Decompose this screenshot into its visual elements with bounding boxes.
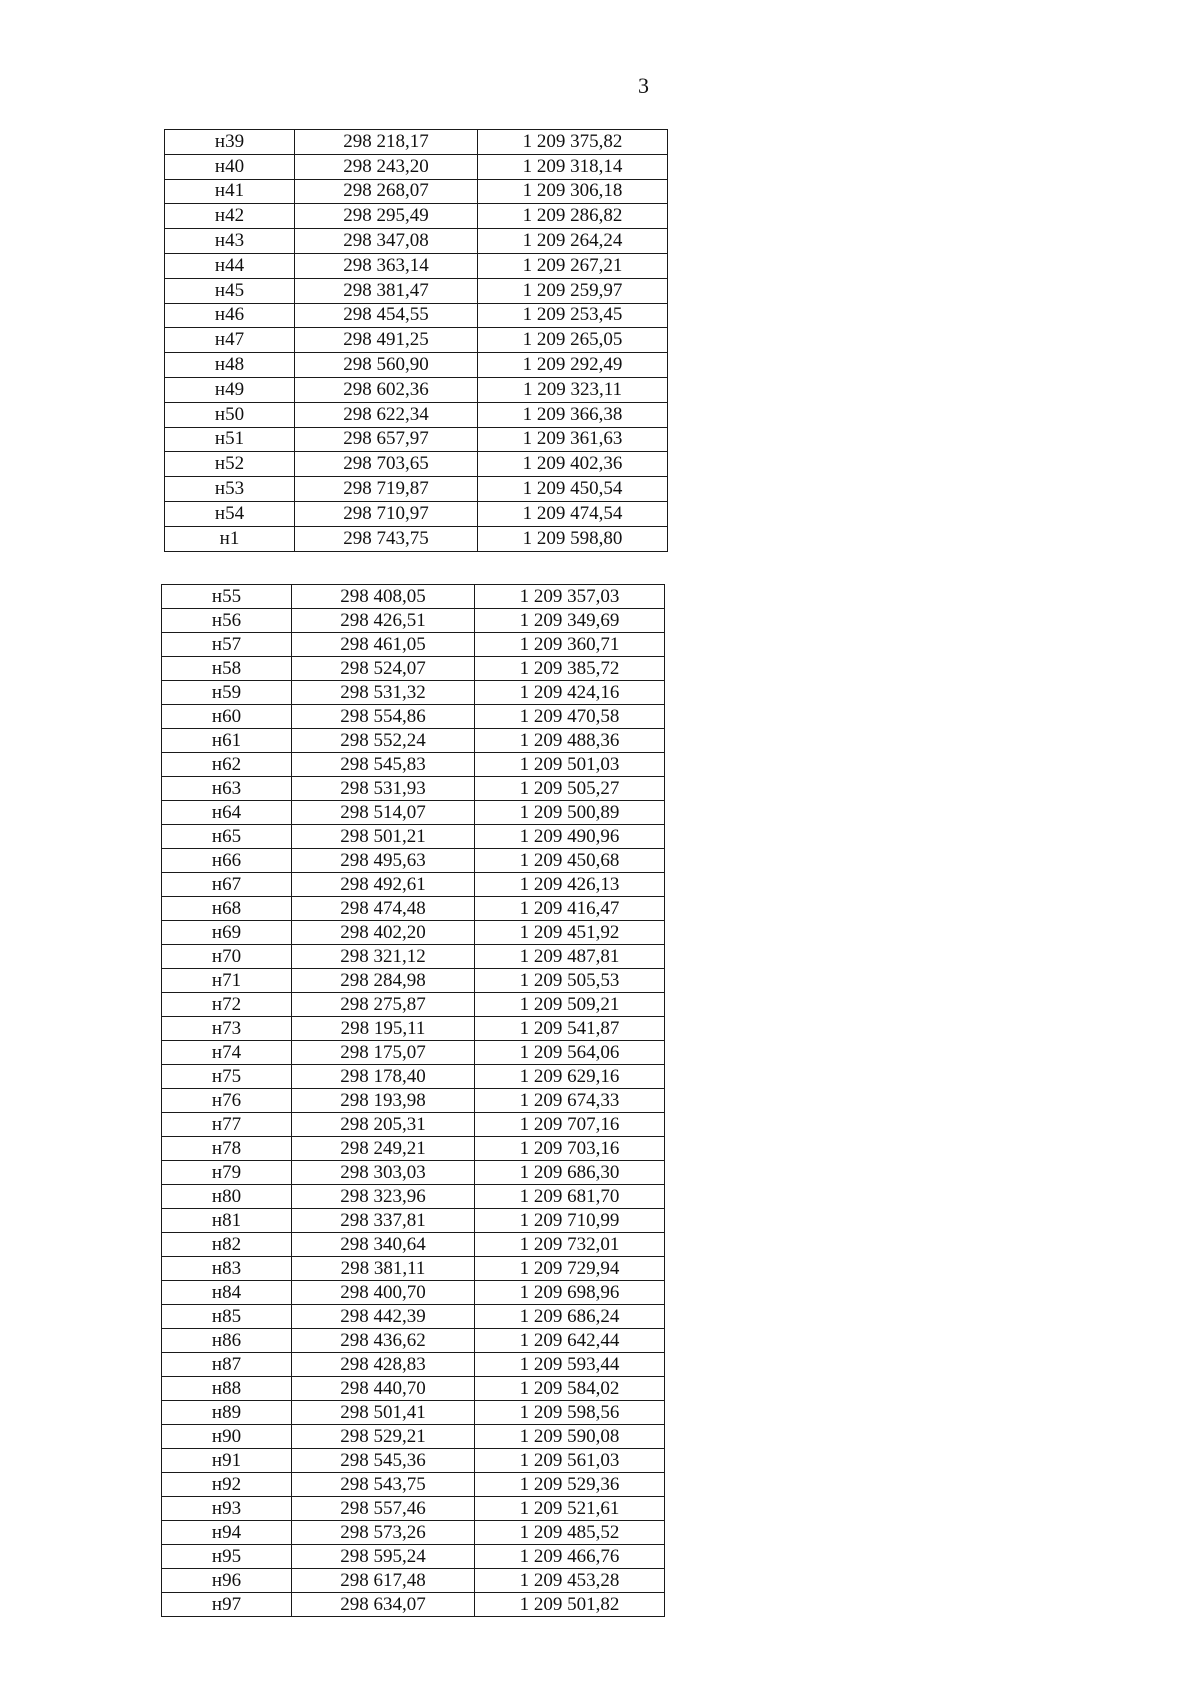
x-coordinate-cell: 298 193,98 <box>292 1089 475 1113</box>
table-row <box>162 585 665 609</box>
y-coordinate-cell: 1 209 703,16 <box>475 1137 665 1161</box>
table-row <box>162 1569 665 1593</box>
x-coordinate-cell: 298 340,64 <box>292 1233 475 1257</box>
table-row <box>165 179 668 204</box>
x-coordinate-cell: 298 321,12 <box>292 945 475 969</box>
y-coordinate-cell: 1 209 450,54 <box>478 477 668 502</box>
point-label-cell: н95 <box>162 1545 292 1569</box>
y-coordinate-cell: 1 209 253,45 <box>478 303 668 328</box>
x-coordinate-cell: 298 303,03 <box>292 1161 475 1185</box>
x-coordinate-cell: 298 634,07 <box>292 1593 475 1617</box>
table-row <box>162 1041 665 1065</box>
x-coordinate-cell: 298 524,07 <box>292 657 475 681</box>
y-coordinate-cell: 1 209 267,21 <box>478 253 668 278</box>
x-coordinate-cell: 298 501,41 <box>292 1401 475 1425</box>
point-label-cell: н93 <box>162 1497 292 1521</box>
y-coordinate-cell: 1 209 505,27 <box>475 777 665 801</box>
table-row <box>162 1377 665 1401</box>
point-label-cell: н84 <box>162 1281 292 1305</box>
y-coordinate-cell: 1 209 501,82 <box>475 1593 665 1617</box>
table-row <box>162 1305 665 1329</box>
table-row <box>162 1497 665 1521</box>
point-label-cell: н62 <box>162 753 292 777</box>
table-row <box>162 1089 665 1113</box>
x-coordinate-cell: 298 529,21 <box>292 1425 475 1449</box>
table-row <box>162 1353 665 1377</box>
x-coordinate-cell: 298 243,20 <box>295 154 478 179</box>
point-label-cell: н92 <box>162 1473 292 1497</box>
point-label-cell: н56 <box>162 609 292 633</box>
x-coordinate-cell: 298 543,75 <box>292 1473 475 1497</box>
x-coordinate-cell: 298 474,48 <box>292 897 475 921</box>
table-row <box>165 328 668 353</box>
table-row <box>165 253 668 278</box>
y-coordinate-cell: 1 209 529,36 <box>475 1473 665 1497</box>
point-label-cell: н91 <box>162 1449 292 1473</box>
x-coordinate-cell: 298 178,40 <box>292 1065 475 1089</box>
y-coordinate-cell: 1 209 453,28 <box>475 1569 665 1593</box>
table-row <box>162 897 665 921</box>
table-row <box>162 993 665 1017</box>
table-row <box>162 777 665 801</box>
x-coordinate-cell: 298 703,65 <box>295 452 478 477</box>
table-row <box>165 526 668 551</box>
point-label-cell: н47 <box>165 328 295 353</box>
y-coordinate-cell: 1 209 474,54 <box>478 501 668 526</box>
x-coordinate-cell: 298 531,32 <box>292 681 475 705</box>
x-coordinate-cell: 298 454,55 <box>295 303 478 328</box>
point-label-cell: н77 <box>162 1113 292 1137</box>
table-row <box>162 1113 665 1137</box>
x-coordinate-cell: 298 363,14 <box>295 253 478 278</box>
table-row <box>162 1449 665 1473</box>
table-row <box>162 1137 665 1161</box>
table-row <box>162 1209 665 1233</box>
y-coordinate-cell: 1 209 500,89 <box>475 801 665 825</box>
point-label-cell: н73 <box>162 1017 292 1041</box>
table-row <box>162 1425 665 1449</box>
x-coordinate-cell: 298 275,87 <box>292 993 475 1017</box>
point-label-cell: н39 <box>165 130 295 155</box>
table-row <box>162 825 665 849</box>
point-label-cell: н55 <box>162 585 292 609</box>
point-label-cell: н48 <box>165 353 295 378</box>
point-label-cell: н67 <box>162 873 292 897</box>
y-coordinate-cell: 1 209 541,87 <box>475 1017 665 1041</box>
table-row <box>165 477 668 502</box>
x-coordinate-cell: 298 436,62 <box>292 1329 475 1353</box>
table-row <box>162 729 665 753</box>
point-label-cell: н69 <box>162 921 292 945</box>
y-coordinate-cell: 1 209 686,30 <box>475 1161 665 1185</box>
table-row <box>162 681 665 705</box>
x-coordinate-cell: 298 408,05 <box>292 585 475 609</box>
y-coordinate-cell: 1 209 318,14 <box>478 154 668 179</box>
point-label-cell: н82 <box>162 1233 292 1257</box>
point-label-cell: н85 <box>162 1305 292 1329</box>
y-coordinate-cell: 1 209 629,16 <box>475 1065 665 1089</box>
x-coordinate-cell: 298 381,47 <box>295 278 478 303</box>
x-coordinate-cell: 298 426,51 <box>292 609 475 633</box>
table-row <box>162 1329 665 1353</box>
y-coordinate-cell: 1 209 490,96 <box>475 825 665 849</box>
x-coordinate-cell: 298 461,05 <box>292 633 475 657</box>
x-coordinate-cell: 298 495,63 <box>292 849 475 873</box>
x-coordinate-cell: 298 402,20 <box>292 921 475 945</box>
x-coordinate-cell: 298 400,70 <box>292 1281 475 1305</box>
table-row <box>165 154 668 179</box>
y-coordinate-cell: 1 209 729,94 <box>475 1257 665 1281</box>
point-label-cell: н45 <box>165 278 295 303</box>
point-label-cell: н58 <box>162 657 292 681</box>
point-label-cell: н89 <box>162 1401 292 1425</box>
y-coordinate-cell: 1 209 681,70 <box>475 1185 665 1209</box>
table-row <box>162 1257 665 1281</box>
coordinates-table-1-body <box>165 130 668 552</box>
point-label-cell: н86 <box>162 1329 292 1353</box>
table-row <box>165 427 668 452</box>
y-coordinate-cell: 1 209 598,56 <box>475 1401 665 1425</box>
x-coordinate-cell: 298 347,08 <box>295 229 478 254</box>
x-coordinate-cell: 298 323,96 <box>292 1185 475 1209</box>
x-coordinate-cell: 298 442,39 <box>292 1305 475 1329</box>
table-row <box>162 657 665 681</box>
x-coordinate-cell: 298 295,49 <box>295 204 478 229</box>
point-label-cell: н90 <box>162 1425 292 1449</box>
table-row <box>165 278 668 303</box>
y-coordinate-cell: 1 209 505,53 <box>475 969 665 993</box>
y-coordinate-cell: 1 209 259,97 <box>478 278 668 303</box>
y-coordinate-cell: 1 209 306,18 <box>478 179 668 204</box>
y-coordinate-cell: 1 209 564,06 <box>475 1041 665 1065</box>
y-coordinate-cell: 1 209 674,33 <box>475 1089 665 1113</box>
x-coordinate-cell: 298 268,07 <box>295 179 478 204</box>
table-row <box>165 402 668 427</box>
table-row <box>165 377 668 402</box>
x-coordinate-cell: 298 337,81 <box>292 1209 475 1233</box>
point-label-cell: н78 <box>162 1137 292 1161</box>
y-coordinate-cell: 1 209 375,82 <box>478 130 668 155</box>
x-coordinate-cell: 298 381,11 <box>292 1257 475 1281</box>
x-coordinate-cell: 298 491,25 <box>295 328 478 353</box>
y-coordinate-cell: 1 209 264,24 <box>478 229 668 254</box>
x-coordinate-cell: 298 560,90 <box>295 353 478 378</box>
y-coordinate-cell: 1 209 385,72 <box>475 657 665 681</box>
point-label-cell: н51 <box>165 427 295 452</box>
table-row <box>162 753 665 777</box>
table-row <box>165 130 668 155</box>
coordinates-table-1 <box>164 129 668 552</box>
point-label-cell: н72 <box>162 993 292 1017</box>
table-row <box>162 1185 665 1209</box>
point-label-cell: н81 <box>162 1209 292 1233</box>
coordinates-table-2 <box>161 584 665 1617</box>
x-coordinate-cell: 298 195,11 <box>292 1017 475 1041</box>
x-coordinate-cell: 298 428,83 <box>292 1353 475 1377</box>
table-row <box>162 1281 665 1305</box>
point-label-cell: н63 <box>162 777 292 801</box>
y-coordinate-cell: 1 209 416,47 <box>475 897 665 921</box>
x-coordinate-cell: 298 514,07 <box>292 801 475 825</box>
x-coordinate-cell: 298 218,17 <box>295 130 478 155</box>
y-coordinate-cell: 1 209 357,03 <box>475 585 665 609</box>
point-label-cell: н43 <box>165 229 295 254</box>
x-coordinate-cell: 298 602,36 <box>295 377 478 402</box>
point-label-cell: н97 <box>162 1593 292 1617</box>
y-coordinate-cell: 1 209 450,68 <box>475 849 665 873</box>
x-coordinate-cell: 298 557,46 <box>292 1497 475 1521</box>
point-label-cell: н71 <box>162 969 292 993</box>
y-coordinate-cell: 1 209 360,71 <box>475 633 665 657</box>
table-row <box>162 801 665 825</box>
point-label-cell: н57 <box>162 633 292 657</box>
point-label-cell: н60 <box>162 705 292 729</box>
table-row <box>162 1545 665 1569</box>
table-row <box>162 1233 665 1257</box>
table-row <box>165 204 668 229</box>
table-row <box>162 849 665 873</box>
point-label-cell: н61 <box>162 729 292 753</box>
y-coordinate-cell: 1 209 584,02 <box>475 1377 665 1401</box>
y-coordinate-cell: 1 209 593,44 <box>475 1353 665 1377</box>
point-label-cell: н79 <box>162 1161 292 1185</box>
table-row <box>162 1521 665 1545</box>
point-label-cell: н54 <box>165 501 295 526</box>
x-coordinate-cell: 298 545,36 <box>292 1449 475 1473</box>
table-row <box>165 353 668 378</box>
x-coordinate-cell: 298 545,83 <box>292 753 475 777</box>
point-label-cell: н94 <box>162 1521 292 1545</box>
y-coordinate-cell: 1 209 698,96 <box>475 1281 665 1305</box>
y-coordinate-cell: 1 209 485,52 <box>475 1521 665 1545</box>
point-label-cell: н40 <box>165 154 295 179</box>
y-coordinate-cell: 1 209 424,16 <box>475 681 665 705</box>
y-coordinate-cell: 1 209 292,49 <box>478 353 668 378</box>
point-label-cell: н65 <box>162 825 292 849</box>
x-coordinate-cell: 298 501,21 <box>292 825 475 849</box>
table-row <box>162 1017 665 1041</box>
x-coordinate-cell: 298 657,97 <box>295 427 478 452</box>
y-coordinate-cell: 1 209 488,36 <box>475 729 665 753</box>
point-label-cell: н49 <box>165 377 295 402</box>
point-label-cell: н44 <box>165 253 295 278</box>
y-coordinate-cell: 1 209 509,21 <box>475 993 665 1017</box>
y-coordinate-cell: 1 209 561,03 <box>475 1449 665 1473</box>
x-coordinate-cell: 298 622,34 <box>295 402 478 427</box>
x-coordinate-cell: 298 595,24 <box>292 1545 475 1569</box>
x-coordinate-cell: 298 617,48 <box>292 1569 475 1593</box>
point-label-cell: н59 <box>162 681 292 705</box>
point-label-cell: н75 <box>162 1065 292 1089</box>
y-coordinate-cell: 1 209 487,81 <box>475 945 665 969</box>
x-coordinate-cell: 298 710,97 <box>295 501 478 526</box>
point-label-cell: н87 <box>162 1353 292 1377</box>
y-coordinate-cell: 1 209 349,69 <box>475 609 665 633</box>
x-coordinate-cell: 298 284,98 <box>292 969 475 993</box>
table-row <box>162 1473 665 1497</box>
x-coordinate-cell: 298 719,87 <box>295 477 478 502</box>
page-number: 3 <box>638 73 649 98</box>
y-coordinate-cell: 1 209 686,24 <box>475 1305 665 1329</box>
point-label-cell: н53 <box>165 477 295 502</box>
y-coordinate-cell: 1 209 470,58 <box>475 705 665 729</box>
y-coordinate-cell: 1 209 402,36 <box>478 452 668 477</box>
x-coordinate-cell: 298 440,70 <box>292 1377 475 1401</box>
point-label-cell: н68 <box>162 897 292 921</box>
table-row <box>162 873 665 897</box>
table-row <box>165 303 668 328</box>
table-row <box>162 945 665 969</box>
y-coordinate-cell: 1 209 265,05 <box>478 328 668 353</box>
y-coordinate-cell: 1 209 590,08 <box>475 1425 665 1449</box>
table-row <box>162 609 665 633</box>
y-coordinate-cell: 1 209 732,01 <box>475 1233 665 1257</box>
point-label-cell: н42 <box>165 204 295 229</box>
coordinates-table-2-body <box>162 585 665 1617</box>
point-label-cell: н1 <box>165 526 295 551</box>
x-coordinate-cell: 298 531,93 <box>292 777 475 801</box>
table-row <box>162 705 665 729</box>
point-label-cell: н83 <box>162 1257 292 1281</box>
table-row <box>162 1065 665 1089</box>
x-coordinate-cell: 298 554,86 <box>292 705 475 729</box>
point-label-cell: н88 <box>162 1377 292 1401</box>
y-coordinate-cell: 1 209 521,61 <box>475 1497 665 1521</box>
table-row <box>162 969 665 993</box>
point-label-cell: н52 <box>165 452 295 477</box>
table-row <box>162 1593 665 1617</box>
point-label-cell: н66 <box>162 849 292 873</box>
y-coordinate-cell: 1 209 501,03 <box>475 753 665 777</box>
y-coordinate-cell: 1 209 598,80 <box>478 526 668 551</box>
x-coordinate-cell: 298 175,07 <box>292 1041 475 1065</box>
x-coordinate-cell: 298 205,31 <box>292 1113 475 1137</box>
point-label-cell: н96 <box>162 1569 292 1593</box>
point-label-cell: н64 <box>162 801 292 825</box>
y-coordinate-cell: 1 209 466,76 <box>475 1545 665 1569</box>
table-row <box>162 921 665 945</box>
x-coordinate-cell: 298 249,21 <box>292 1137 475 1161</box>
table-row <box>162 1161 665 1185</box>
x-coordinate-cell: 298 492,61 <box>292 873 475 897</box>
x-coordinate-cell: 298 552,24 <box>292 729 475 753</box>
y-coordinate-cell: 1 209 361,63 <box>478 427 668 452</box>
point-label-cell: н50 <box>165 402 295 427</box>
x-coordinate-cell: 298 573,26 <box>292 1521 475 1545</box>
point-label-cell: н41 <box>165 179 295 204</box>
y-coordinate-cell: 1 209 642,44 <box>475 1329 665 1353</box>
point-label-cell: н76 <box>162 1089 292 1113</box>
y-coordinate-cell: 1 209 707,16 <box>475 1113 665 1137</box>
table-row <box>165 452 668 477</box>
table-row <box>162 633 665 657</box>
table-row <box>162 1401 665 1425</box>
x-coordinate-cell: 298 743,75 <box>295 526 478 551</box>
point-label-cell: н80 <box>162 1185 292 1209</box>
point-label-cell: н70 <box>162 945 292 969</box>
y-coordinate-cell: 1 209 366,38 <box>478 402 668 427</box>
y-coordinate-cell: 1 209 323,11 <box>478 377 668 402</box>
table-row <box>165 501 668 526</box>
y-coordinate-cell: 1 209 286,82 <box>478 204 668 229</box>
y-coordinate-cell: 1 209 426,13 <box>475 873 665 897</box>
table-row <box>165 229 668 254</box>
point-label-cell: н46 <box>165 303 295 328</box>
y-coordinate-cell: 1 209 710,99 <box>475 1209 665 1233</box>
y-coordinate-cell: 1 209 451,92 <box>475 921 665 945</box>
point-label-cell: н74 <box>162 1041 292 1065</box>
